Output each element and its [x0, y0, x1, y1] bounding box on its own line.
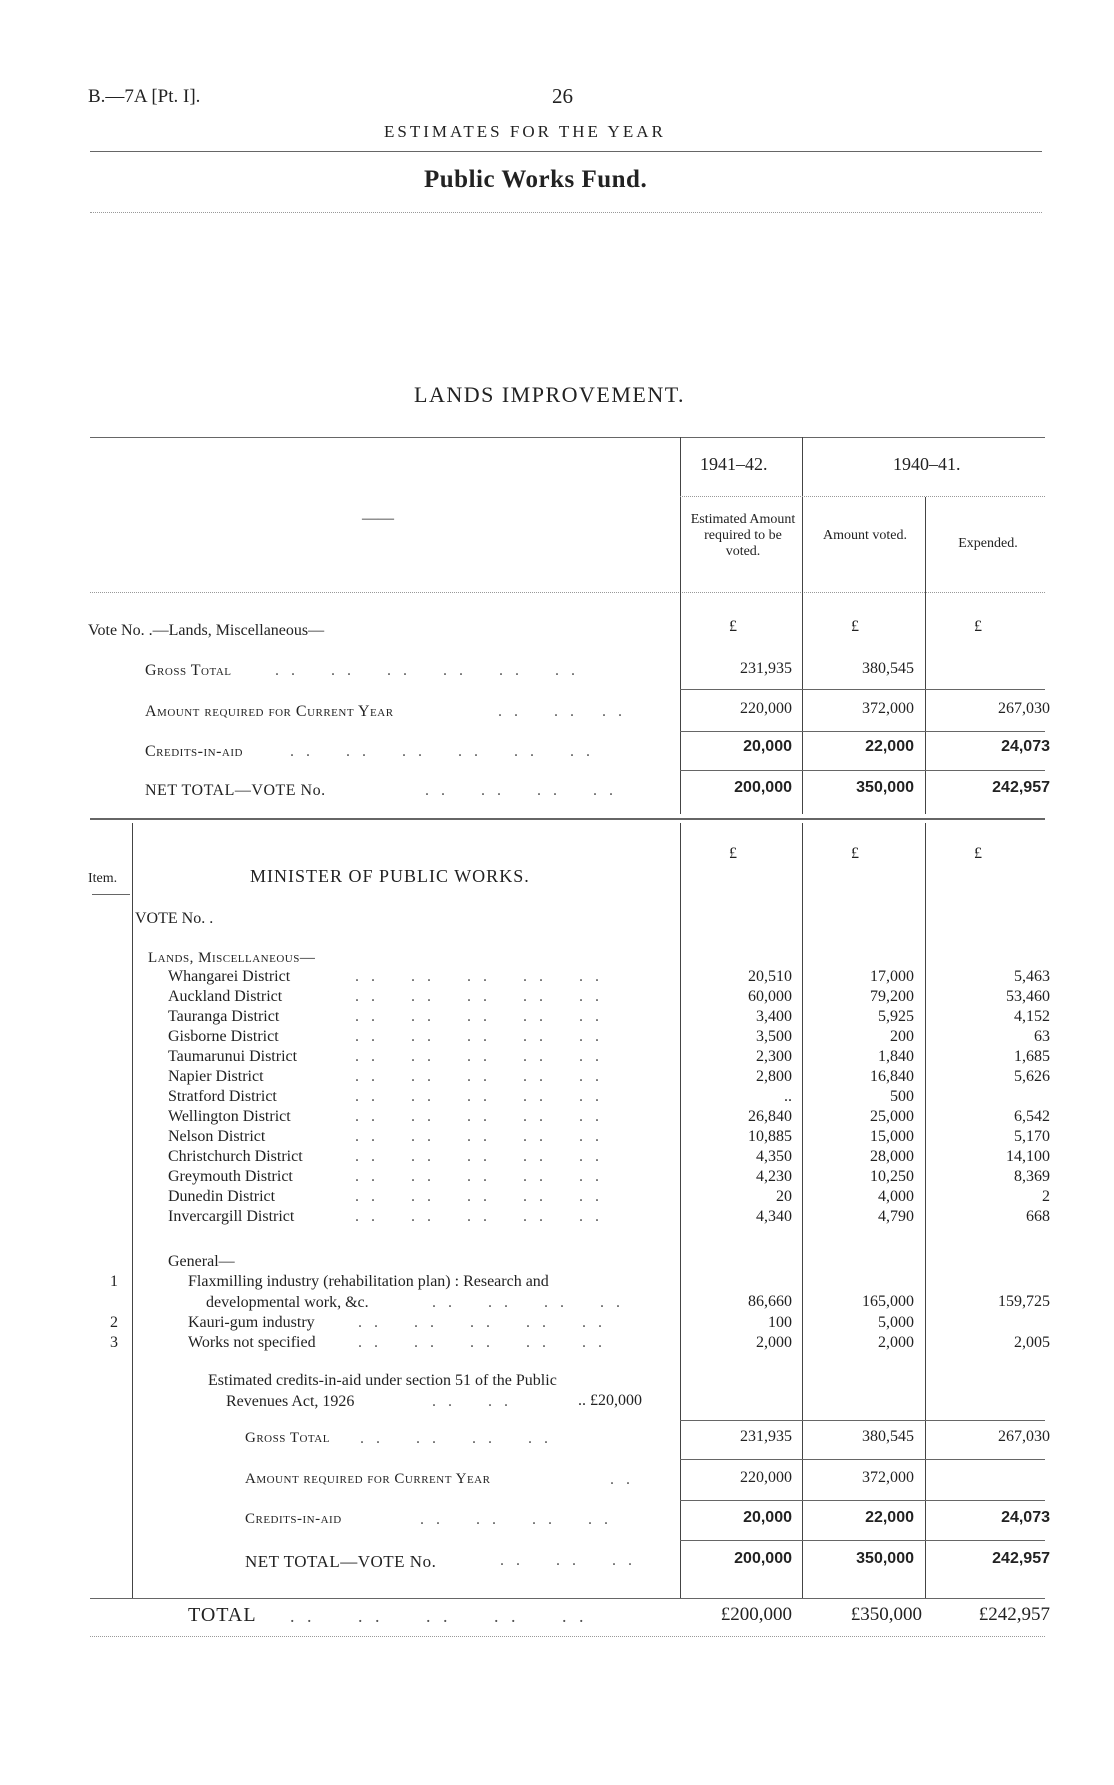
leader-dots: . . . . . . . . . .	[355, 1008, 603, 1025]
net-total-label: NET TOTAL—VOTE No.	[145, 782, 326, 799]
estimated-amount-header: Estimated Amount required to be voted.	[690, 512, 796, 559]
section-divider	[90, 818, 1045, 820]
net-total-value: 242,957	[992, 1550, 1050, 1567]
general-item-value: 5,000	[878, 1314, 914, 1331]
district-value: 5,925	[878, 1008, 914, 1025]
district-value: 4,790	[878, 1208, 914, 1225]
district-value: 5,170	[1014, 1128, 1050, 1145]
leader-dots: . . . . . . . . . .	[355, 988, 603, 1005]
grand-total-estimated: £200,000	[720, 1604, 792, 1625]
district-value: 14,100	[1006, 1148, 1050, 1165]
amount-required-value: 220,000	[740, 1469, 792, 1486]
vote-heading: VOTE No. .	[135, 910, 214, 927]
general-item-value: 159,725	[998, 1293, 1050, 1310]
district-name: Stratford District	[168, 1088, 277, 1105]
district-value: 3,500	[756, 1028, 792, 1045]
leader-dots: . . . . . . . . . .	[355, 1048, 603, 1065]
general-item-value: 2,000	[878, 1334, 914, 1351]
net-total-value: 200,000	[734, 1550, 792, 1567]
amount-required-expended: 267,030	[998, 700, 1050, 717]
district-value: 4,340	[756, 1208, 792, 1225]
lands-miscellaneous-heading: Lands, Miscellaneous—	[148, 950, 316, 966]
district-name: Greymouth District	[168, 1168, 293, 1185]
district-value: 17,000	[870, 968, 914, 985]
district-value: 25,000	[870, 1108, 914, 1125]
district-name: Christchurch District	[168, 1148, 303, 1165]
page-number: 26	[552, 84, 573, 108]
district-value: 3,400	[756, 1008, 792, 1025]
leader-dots: . . . . . . . . . .	[355, 1108, 603, 1125]
leader-dots: . . . . . . . . . .	[355, 1148, 603, 1165]
district-name: Invercargill District	[168, 1208, 295, 1225]
district-value: 4,000	[878, 1188, 914, 1205]
item-column-header: Item.	[88, 871, 118, 886]
leader-dots: . . . .	[432, 1393, 512, 1410]
district-value: 10,250	[870, 1168, 914, 1185]
district-value: 2	[1042, 1188, 1050, 1205]
district-name: Nelson District	[168, 1128, 266, 1145]
grand-total-expended: £242,957	[978, 1604, 1050, 1625]
district-name: Napier District	[168, 1068, 264, 1085]
leader-dots: . . . . . .	[498, 703, 626, 720]
credits-in-aid-label: Credits-in-aid	[145, 743, 243, 760]
expended-header: Expended.	[958, 536, 1018, 551]
leader-dots: . . . . . . . . . . . .	[275, 662, 579, 679]
leader-dots: . . . . . . . . . .	[355, 1028, 603, 1045]
credits-in-aid-value: 20,000	[743, 1509, 792, 1526]
district-value: 8,369	[1014, 1168, 1050, 1185]
net-total-voted: 350,000	[856, 779, 914, 796]
credits-in-aid-label: Credits-in-aid	[245, 1511, 342, 1527]
currency-symbol: £	[974, 845, 982, 862]
currency-symbol: £	[851, 845, 859, 862]
leader-dots: . . . . . . . . . .	[290, 1606, 588, 1626]
amount-required-label: Amount required for Current Year	[145, 703, 394, 720]
leader-dots: . . . . . . . . . .	[355, 1208, 603, 1225]
district-value: 2,300	[756, 1048, 792, 1065]
credits-in-aid-estimated: 20,000	[743, 738, 792, 755]
item-number: 1	[110, 1273, 118, 1290]
general-item-value: 165,000	[862, 1293, 914, 1310]
leader-dots: . . . . . . . .	[425, 782, 617, 799]
gross-total-label: Gross Total	[145, 662, 232, 679]
gross-total-label: Gross Total	[245, 1430, 330, 1446]
district-name: Taumarunui District	[168, 1048, 298, 1065]
district-value: 63	[1034, 1028, 1050, 1045]
gross-total-estimated: 231,935	[740, 660, 792, 677]
net-total-value: 350,000	[856, 1550, 914, 1567]
grand-total-voted: £350,000	[850, 1604, 922, 1625]
general-item-value: 2,005	[1014, 1334, 1050, 1351]
district-value: 4,350	[756, 1148, 792, 1165]
total-rule	[680, 1540, 1045, 1541]
amount-required-voted: 372,000	[862, 700, 914, 717]
net-total-label: NET TOTAL—VOTE No.	[245, 1552, 437, 1571]
leader-dots: . . . . . . . . . .	[355, 1088, 603, 1105]
district-name: Auckland District	[168, 988, 283, 1005]
net-total-estimated: 200,000	[734, 779, 792, 796]
district-value: 79,200	[870, 988, 914, 1005]
credits-in-aid-value: 24,073	[1001, 1509, 1050, 1526]
header-rule	[90, 151, 1042, 152]
leader-dots: . . . . . . . .	[432, 1294, 624, 1311]
section-title: LANDS IMPROVEMENT.	[414, 382, 686, 407]
document-title: Public Works Fund.	[424, 166, 648, 193]
district-name: Wellington District	[168, 1108, 291, 1125]
minister-heading: MINISTER OF PUBLIC WORKS.	[250, 866, 530, 886]
amount-voted-header: Amount voted.	[823, 528, 907, 543]
leader-dots: . . . . . . . . . . . .	[290, 743, 594, 760]
item-number: 3	[110, 1334, 118, 1351]
general-item-label: Flaxmilling industry (rehabilitation plan) : Research and	[188, 1273, 549, 1290]
district-value: 10,885	[748, 1128, 792, 1145]
district-name: Tauranga District	[168, 1008, 280, 1025]
currency-symbol: £	[729, 618, 737, 635]
district-value: 668	[1026, 1208, 1050, 1225]
district-value: 16,840	[870, 1068, 914, 1085]
credits-in-aid-voted: 22,000	[865, 738, 914, 755]
leader-dots: . . . . . . . . . .	[355, 1068, 603, 1085]
leader-dots: . . . . . . . . . .	[355, 1168, 603, 1185]
document-reference: B.—7A [Pt. I].	[88, 86, 201, 107]
district-value: 4,152	[1014, 1008, 1050, 1025]
credits-in-aid-expended: 24,073	[1001, 738, 1050, 755]
grand-total-label: TOTAL	[188, 1604, 257, 1626]
district-value: 5,463	[1014, 968, 1050, 985]
currency-symbol: £	[729, 845, 737, 862]
district-name: Dunedin District	[168, 1188, 276, 1205]
leader-dots: . .	[610, 1471, 634, 1488]
credits-note-amount: .. £20,000	[578, 1392, 642, 1409]
leader-dots: . . . . . . . .	[360, 1430, 552, 1447]
title-rule	[90, 212, 1042, 213]
gross-total-voted: 380,545	[862, 660, 914, 677]
district-value: 15,000	[870, 1128, 914, 1145]
currency-symbol: £	[974, 618, 982, 635]
gross-total-value: 380,545	[862, 1428, 914, 1445]
district-value: 20	[776, 1188, 792, 1205]
general-heading: General—	[168, 1253, 235, 1270]
credits-in-aid-value: 22,000	[865, 1509, 914, 1526]
net-total-expended: 242,957	[992, 779, 1050, 796]
district-value: 200	[890, 1028, 914, 1045]
leader-dots: . . . . . . . . . .	[358, 1314, 606, 1331]
credits-note-line2: Revenues Act, 1926	[226, 1393, 355, 1410]
gross-total-value: 267,030	[998, 1428, 1050, 1445]
gross-total-value: 231,935	[740, 1428, 792, 1445]
document-subtitle: ESTIMATES FOR THE YEAR	[384, 122, 666, 141]
total-rule	[680, 1459, 1045, 1460]
currency-symbol: £	[851, 618, 859, 635]
vote-label: Vote No. .—Lands, Miscellaneous—	[88, 622, 325, 639]
district-value: 26,840	[748, 1108, 792, 1125]
leader-dots: . . . . . . . . . .	[358, 1334, 606, 1351]
district-name: Whangarei District	[168, 968, 291, 985]
district-value: 5,626	[1014, 1068, 1050, 1085]
district-value: 28,000	[870, 1148, 914, 1165]
district-value: 1,685	[1014, 1048, 1050, 1065]
district-value: 2,800	[756, 1068, 792, 1085]
general-item-label-cont: developmental work, &c.	[206, 1294, 369, 1311]
year-1940-header: 1940–41.	[893, 454, 961, 474]
leader-dots: . . . . . . . .	[420, 1511, 612, 1528]
general-item-value: 86,660	[748, 1293, 792, 1310]
leader-dots: . . . . . . . . . .	[355, 968, 603, 985]
amount-required-label: Amount required for Current Year	[245, 1471, 491, 1487]
district-value: 53,460	[1006, 988, 1050, 1005]
district-value: 20,510	[748, 968, 792, 985]
district-value: 500	[890, 1088, 914, 1105]
district-value: 60,000	[748, 988, 792, 1005]
general-item-label: Works not specified	[188, 1334, 316, 1351]
leader-dots: . . . . . . . . . .	[355, 1188, 603, 1205]
leader-dots: . . . . . . . . . .	[355, 1128, 603, 1145]
district-value: ..	[784, 1088, 792, 1105]
item-number: 2	[110, 1314, 118, 1331]
table-top-rule	[90, 437, 1045, 438]
credits-note-line1: Estimated credits-in-aid under section 51 of the Public	[208, 1372, 557, 1389]
header-dash: ——	[362, 510, 394, 527]
district-name: Gisborne District	[168, 1028, 279, 1045]
amount-required-estimated: 220,000	[740, 700, 792, 717]
district-value: 6,542	[1014, 1108, 1050, 1125]
general-item-value: 2,000	[756, 1334, 792, 1351]
amount-required-value: 372,000	[862, 1469, 914, 1486]
total-rule	[680, 1500, 1045, 1501]
year-1941-header: 1941–42.	[700, 454, 768, 474]
leader-dots: . . . . . .	[500, 1552, 636, 1569]
district-value: 1,840	[878, 1048, 914, 1065]
general-item-value: 100	[768, 1314, 792, 1331]
general-item-label: Kauri-gum industry	[188, 1314, 315, 1331]
district-value: 4,230	[756, 1168, 792, 1185]
